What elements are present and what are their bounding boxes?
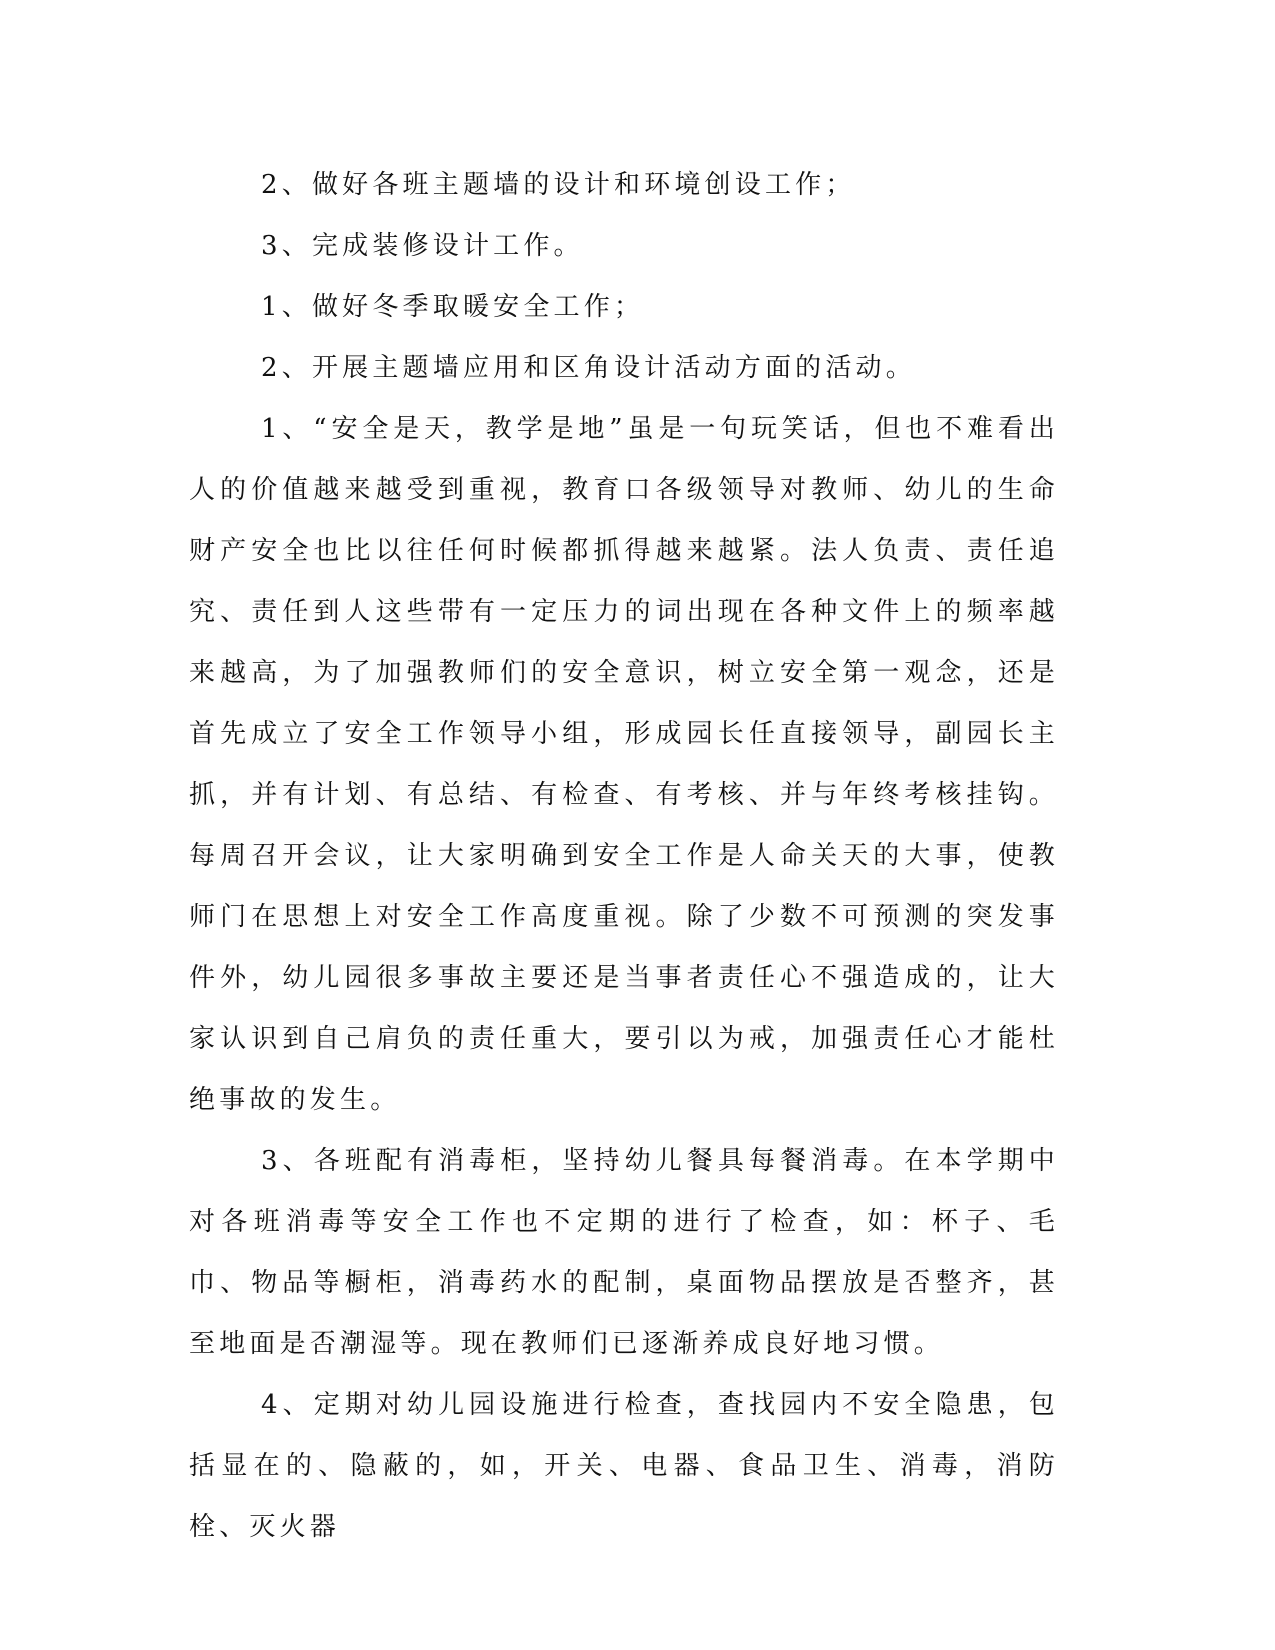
paragraph-disinfection: 3、各班配有消毒柜，坚持幼儿餐具每餐消毒。在本学期中对各班消毒等安全工作也不定期的进行了检查，如：杯子、毛巾、物品等橱柜，消毒药水的配制，桌面物品摆放是否整齐，甚至地面是否潮湿等。现在教师们已逐渐养成良好地习惯。 [189,1146,1059,1359]
paragraph-facility-inspection: 4、定期对幼儿园设施进行检查，查找园内不安全隐患，包括显在的、隐蔽的，如，开关、电器、食品卫生、消毒，消防栓、灭火器 [189,1390,1059,1542]
paragraph-item-3-renovation: 3、完成装修设计工作。 [261,231,584,261]
paragraph-item-2-corner-activities: 2、开展主题墙应用和区角设计活动方面的活动。 [261,353,916,383]
paragraph-safety-leadership: 1、“安全是天，教学是地”虽是一句玩笑话，但也不难看出人的价值越来越受到重视，教育口各级领导对教师、幼儿的生命财产安全也比以往任何时候都抓得越来越紧。法人负责、责任追究、责任到人这些带有一定压力的词出现在各种文件上的频率越来越高，为了加强教师们的安全意识，树立安全第一观念，还是首先成立了安全工作领导小组，形成园长任直接领导，副园长主抓，并有计划、有总结、有检查、有考核、并与年终考核挂钩。每周召开会议，让大家明确到安全工作是人命关天的大事，使教师门在思想上对安全工作高度重视。除了少数不可预测的突发事件外，幼儿园很多事故主要还是当事者责任心不强造成的，让大家认识到自己肩负的责任重大，要引以为戒，加强责任心才能杜绝事故的发生。 [189,414,1059,1115]
document-body [189,155,1059,1558]
paragraph-item-2-theme-wall: 2、做好各班主题墙的设计和环境创设工作； [261,170,856,200]
paragraph-item-1-winter-heating: 1、做好冬季取暖安全工作； [261,292,645,322]
